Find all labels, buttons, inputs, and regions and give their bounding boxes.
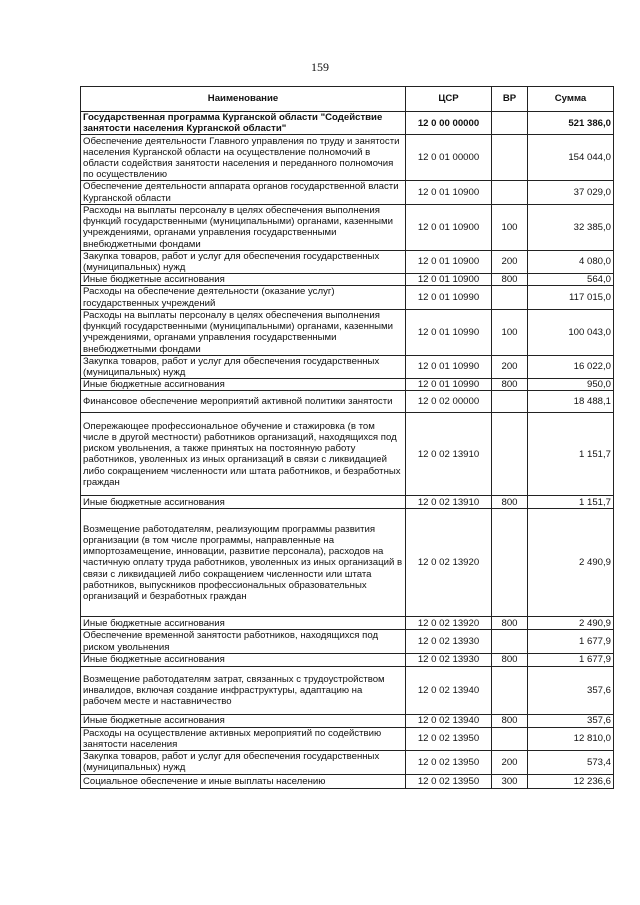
header-sum: Сумма: [528, 87, 614, 112]
row-sum: 154 044,0: [528, 135, 614, 181]
row-vr: [492, 286, 528, 309]
row-code: 12 0 02 13950: [406, 774, 492, 788]
row-name: Закупка товаров, работ и услуг для обеспечения государственных (муниципальных) нужд: [81, 355, 406, 378]
table-row: [81, 181, 614, 204]
table-row: [81, 666, 614, 714]
row-code: 12 0 01 10990: [406, 286, 492, 309]
row-vr: [492, 509, 528, 617]
row-sum: 12 236,6: [528, 774, 614, 788]
row-code: 12 0 02 13920: [406, 617, 492, 630]
row-name: Государственная программа Курганской области "Содействие занятости населения Курганской области": [81, 112, 406, 135]
row-vr: [492, 727, 528, 750]
row-vr: 800: [492, 714, 528, 727]
row-sum: 2 490,9: [528, 509, 614, 617]
table-row: [81, 391, 614, 413]
row-code: 12 0 00 00000: [406, 112, 492, 135]
row-sum: 12 810,0: [528, 727, 614, 750]
row-code: 12 0 02 13930: [406, 630, 492, 653]
table-row: [81, 714, 614, 727]
row-sum: 117 015,0: [528, 286, 614, 309]
row-vr: 100: [492, 204, 528, 250]
row-code: 12 0 02 13950: [406, 727, 492, 750]
row-vr: [492, 112, 528, 135]
table-row: [81, 630, 614, 653]
row-sum: 573,4: [528, 751, 614, 774]
row-vr: [492, 630, 528, 653]
row-sum: 521 386,0: [528, 112, 614, 135]
row-code: 12 0 01 10990: [406, 355, 492, 378]
budget-table: [80, 86, 614, 789]
row-name: Расходы на осуществление активных мероприятий по содействию занятости населения: [81, 727, 406, 750]
row-vr: [492, 413, 528, 496]
table-row: [81, 617, 614, 630]
table-row: [81, 204, 614, 250]
row-sum: 357,6: [528, 666, 614, 714]
row-name: Закупка товаров, работ и услуг для обеспечения государственных (муниципальных) нужд: [81, 751, 406, 774]
row-name: Опережающее профессиональное обучение и стажировка (в том числе в другой местности) работников организаций, находящихся под риском увольнения, а также принятых на постоянную работу работников, уволенных из иных организаций в связи с ликвидацией либо сокращением численности или штата работников, и безработных граждан: [81, 413, 406, 496]
table-row: [81, 496, 614, 509]
row-sum: 32 385,0: [528, 204, 614, 250]
row-sum: 1 677,9: [528, 630, 614, 653]
row-code: 12 0 01 10900: [406, 204, 492, 250]
table-row: [81, 379, 614, 391]
row-name: Финансовое обеспечение мероприятий активной политики занятости: [81, 391, 406, 413]
row-code: 12 0 02 13910: [406, 496, 492, 509]
row-vr: [492, 391, 528, 413]
row-sum: 1 151,7: [528, 496, 614, 509]
row-code: 12 0 01 10990: [406, 309, 492, 355]
page-number: 159: [311, 60, 329, 74]
row-code: 12 0 01 10990: [406, 379, 492, 391]
row-vr: 800: [492, 617, 528, 630]
row-name: Иные бюджетные ассигнования: [81, 379, 406, 391]
row-vr: 200: [492, 250, 528, 273]
row-name: Иные бюджетные ассигнования: [81, 617, 406, 630]
header-code: ЦСР: [406, 87, 492, 112]
row-code: 12 0 02 00000: [406, 391, 492, 413]
row-vr: 800: [492, 274, 528, 286]
row-vr: 100: [492, 309, 528, 355]
row-code: 12 0 02 13940: [406, 666, 492, 714]
row-name: Иные бюджетные ассигнования: [81, 714, 406, 727]
row-name: Обеспечение деятельности Главного управления по труду и занятости населения Курганской области на осуществление полномочий в области содействия занятости населения и переданного полномочия по осуществлению: [81, 135, 406, 181]
table-row: [81, 309, 614, 355]
row-code: 12 0 02 13920: [406, 509, 492, 617]
table-row: [81, 250, 614, 273]
row-sum: 37 029,0: [528, 181, 614, 204]
row-name: Иные бюджетные ассигнования: [81, 274, 406, 286]
row-name: Возмещение работодателям затрат, связанных с трудоустройством инвалидов, включая создание инфраструктуры, адаптацию на рабочем месте и наставничество: [81, 666, 406, 714]
row-code: 12 0 01 10900: [406, 274, 492, 286]
row-sum: 564,0: [528, 274, 614, 286]
row-vr: [492, 666, 528, 714]
row-vr: 800: [492, 653, 528, 666]
row-vr: 200: [492, 751, 528, 774]
row-vr: 300: [492, 774, 528, 788]
row-name: Закупка товаров, работ и услуг для обеспечения государственных (муниципальных) нужд: [81, 250, 406, 273]
row-sum: 18 488,1: [528, 391, 614, 413]
table-row: [81, 727, 614, 750]
row-vr: [492, 135, 528, 181]
row-sum: 357,6: [528, 714, 614, 727]
row-code: 12 0 01 10900: [406, 250, 492, 273]
table-header-row: [81, 87, 614, 112]
row-code: 12 0 02 13910: [406, 413, 492, 496]
row-sum: 4 080,0: [528, 250, 614, 273]
row-vr: 800: [492, 496, 528, 509]
table-row: [81, 286, 614, 309]
row-code: 12 0 01 00000: [406, 135, 492, 181]
table-row: [81, 274, 614, 286]
header-name: Наименование: [81, 87, 406, 112]
row-name: Расходы на обеспечение деятельности (оказание услуг) государственных учреждений: [81, 286, 406, 309]
table-row: [81, 653, 614, 666]
row-sum: 16 022,0: [528, 355, 614, 378]
row-code: 12 0 01 10900: [406, 181, 492, 204]
table-row: [81, 355, 614, 378]
row-name: Иные бюджетные ассигнования: [81, 496, 406, 509]
row-code: 12 0 02 13950: [406, 751, 492, 774]
row-code: 12 0 02 13930: [406, 653, 492, 666]
header-vr: ВР: [492, 87, 528, 112]
row-vr: 200: [492, 355, 528, 378]
row-name: Расходы на выплаты персоналу в целях обеспечения выполнения функций государственными (муниципальными) органами, казенными учреждениями, органами управления государственными внебюджетными фондами: [81, 309, 406, 355]
row-code: 12 0 02 13940: [406, 714, 492, 727]
row-vr: 800: [492, 379, 528, 391]
row-name: Обеспечение деятельности аппарата органов государственной власти Курганской области: [81, 181, 406, 204]
row-name: Обеспечение временной занятости работников, находящихся под риском увольнения: [81, 630, 406, 653]
table-row: [81, 112, 614, 135]
table-row: [81, 413, 614, 496]
row-sum: 950,0: [528, 379, 614, 391]
row-sum: 1 677,9: [528, 653, 614, 666]
table-row: [81, 774, 614, 788]
table-row: [81, 751, 614, 774]
row-name: Социальное обеспечение и иные выплаты населению: [81, 774, 406, 788]
row-sum: 100 043,0: [528, 309, 614, 355]
table-row: [81, 135, 614, 181]
row-sum: 2 490,9: [528, 617, 614, 630]
row-name: Возмещение работодателям, реализующим программы развития организации (в том числе программы, направленные на импортозамещение, инновации, развитие персонала), расходов на частичную оплату труда работников, уволенных из иных организаций в связи с ликвидацией либо сокращением численности или штата работников, выпускников профессиональных образовательных организаций и безработных граждан: [81, 509, 406, 617]
row-vr: [492, 181, 528, 204]
row-name: Иные бюджетные ассигнования: [81, 653, 406, 666]
row-name: Расходы на выплаты персоналу в целях обеспечения выполнения функций государственными (муниципальными) органами, казенными учреждениями, органами управления государственными внебюджетными фондами: [81, 204, 406, 250]
row-sum: 1 151,7: [528, 413, 614, 496]
table-row: [81, 509, 614, 617]
